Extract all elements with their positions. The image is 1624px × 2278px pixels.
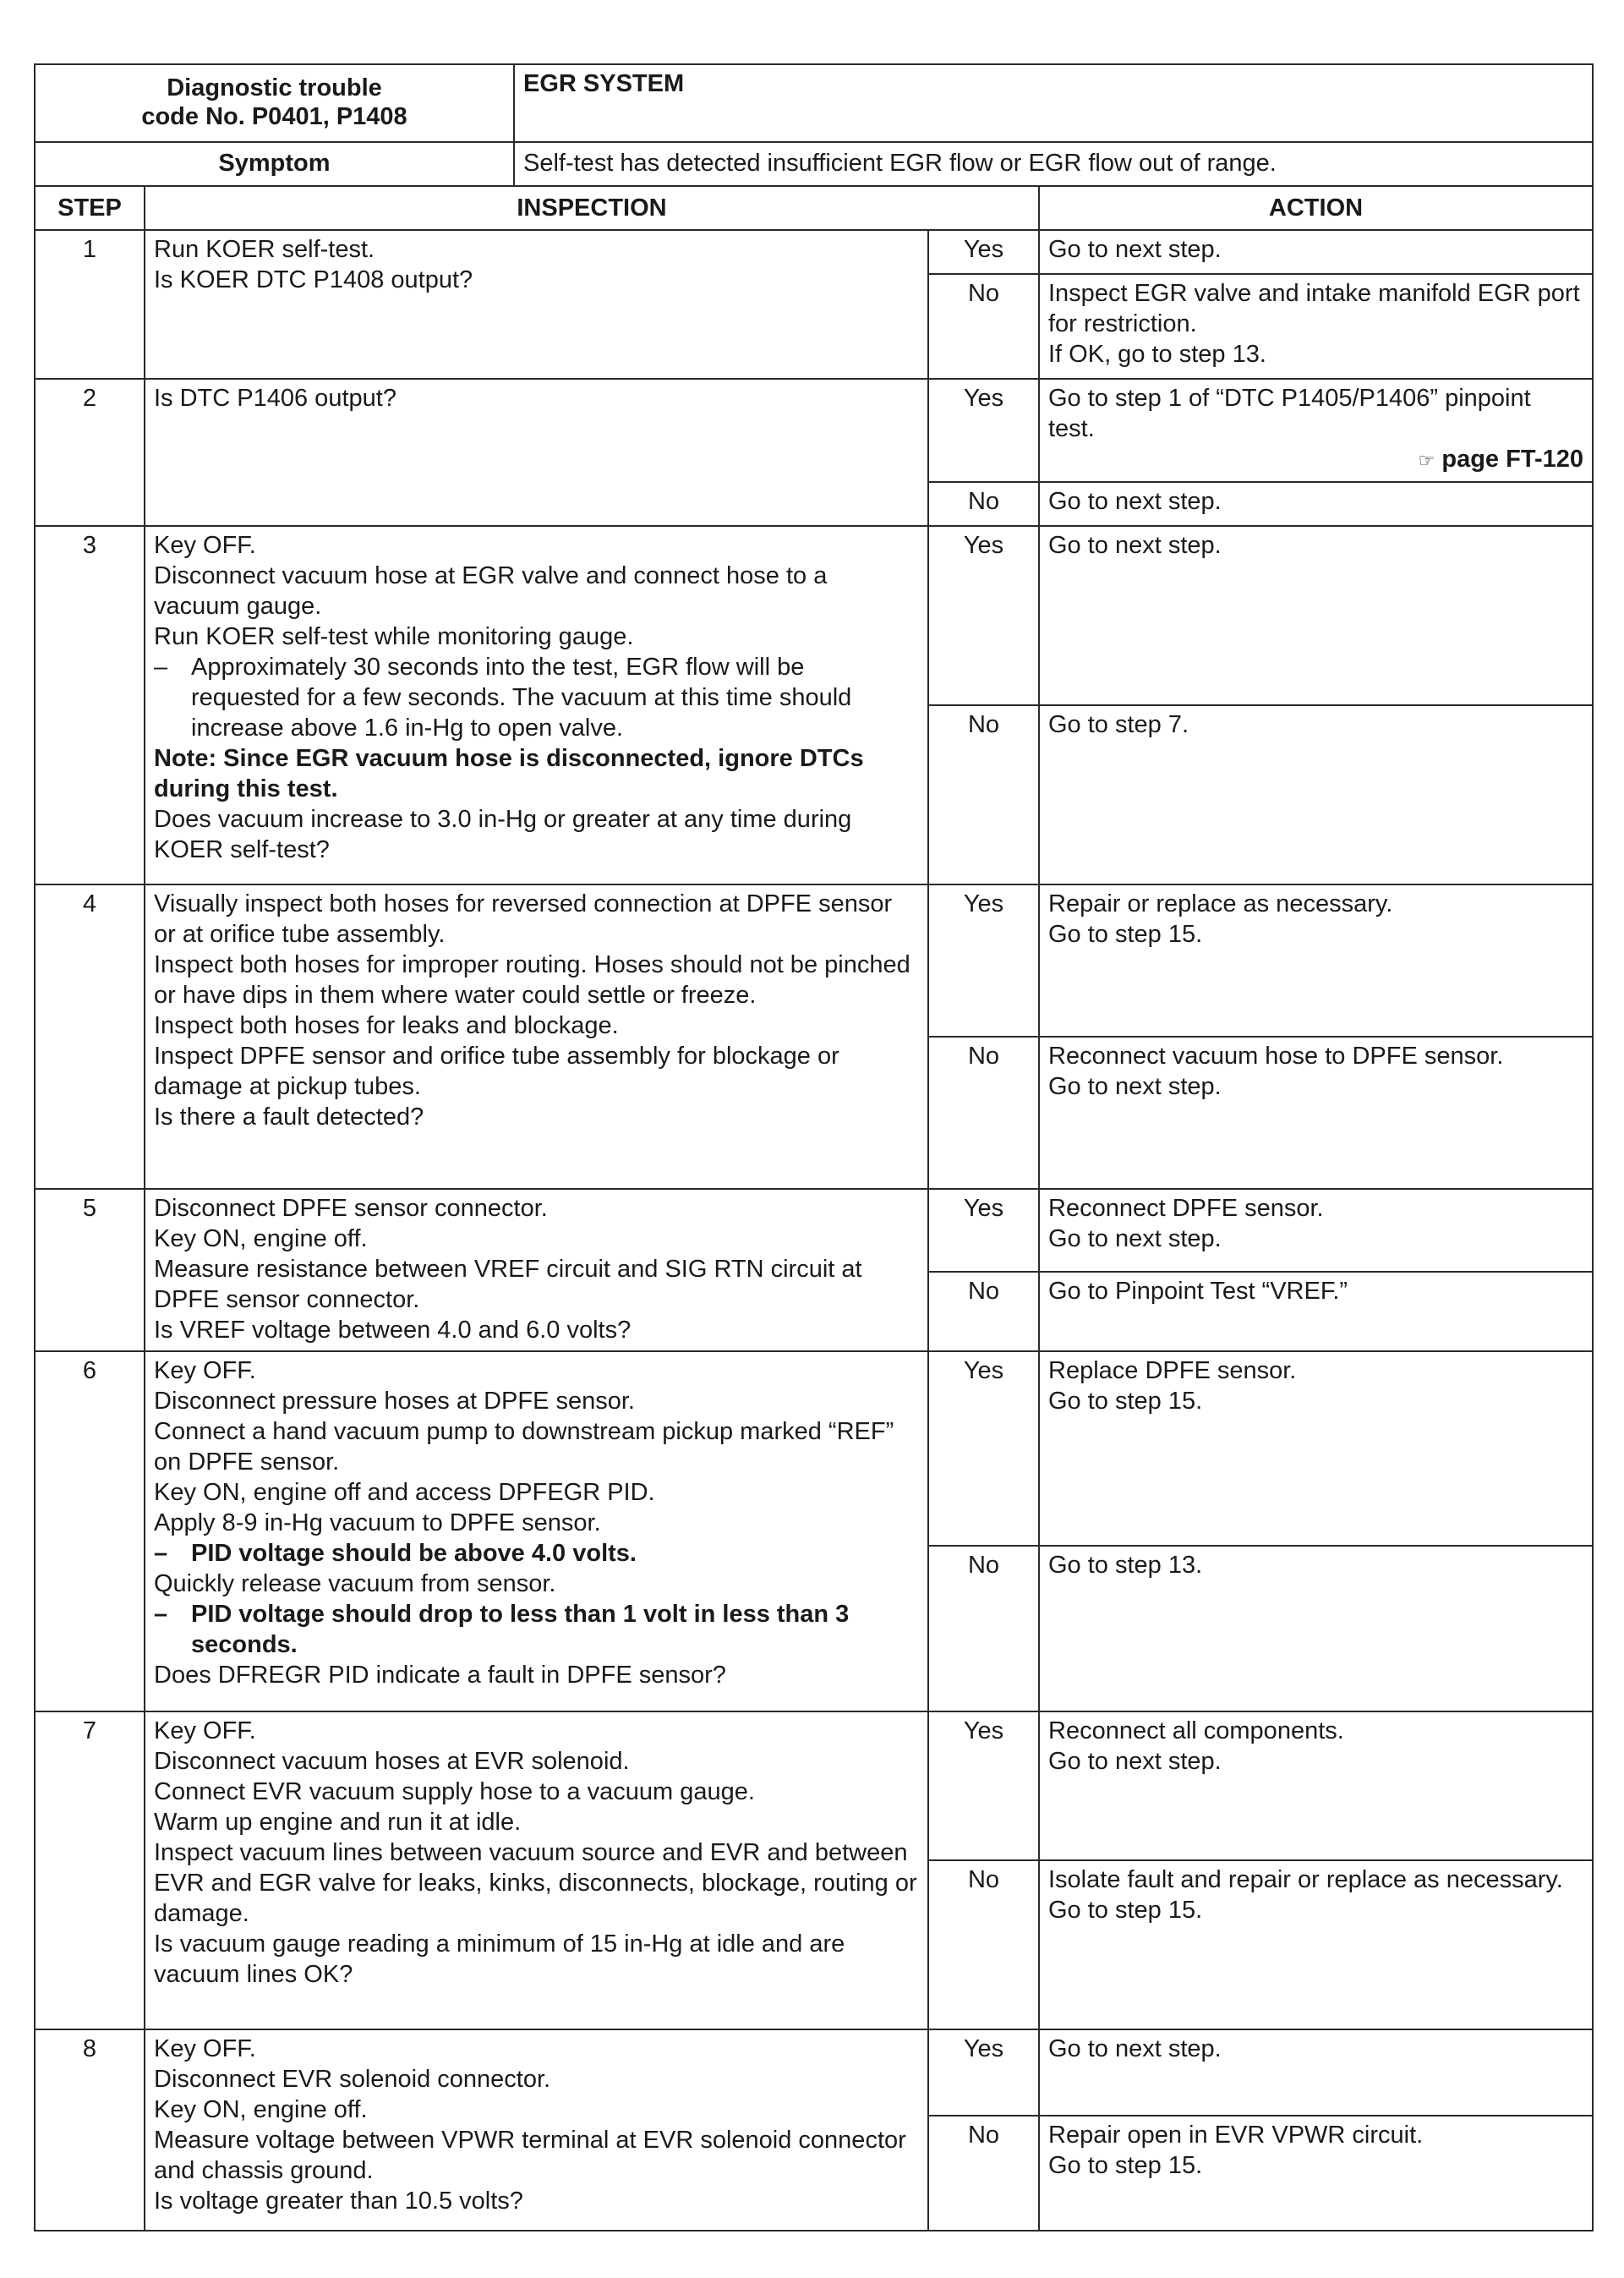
action-line: Go to step 7. — [1048, 711, 1189, 738]
inspection-line — [154, 2034, 919, 2064]
step-row-yes — [35, 884, 1593, 1037]
inspection-line — [154, 1599, 919, 1660]
no-label: No — [928, 1546, 1039, 1711]
inspection-text: Does vacuum increase to 3.0 in-Hg or greater at any time during KOER self-test? — [154, 806, 852, 863]
inspection-line — [154, 1315, 919, 1345]
inspection-text: Does DFREGR PID indicate a fault in DPFE sensor? — [154, 1662, 726, 1689]
inspection-line — [154, 1716, 919, 1746]
step-number: 7 — [35, 1711, 145, 2029]
action-no — [1039, 482, 1593, 526]
action-no — [1039, 1860, 1593, 2029]
inspection-cell — [145, 1711, 928, 2029]
inspection-text: Run KOER self-test. — [154, 236, 375, 263]
yes-label: Yes — [928, 379, 1039, 482]
action-line: If OK, go to step 13. — [1048, 341, 1266, 368]
step-row-yes — [35, 2029, 1593, 2116]
step-number: 3 — [35, 526, 145, 884]
dtc-code-label: Diagnostic trouble code No. P0401, P1408 — [35, 64, 514, 142]
action-yes — [1039, 379, 1593, 482]
inspection-text: Key OFF. — [154, 1357, 256, 1384]
action-line: Reconnect DPFE sensor. — [1048, 1195, 1324, 1222]
action-line: Go to next step. — [1048, 236, 1222, 263]
inspection-line — [154, 1538, 919, 1569]
action-no — [1039, 2116, 1593, 2231]
step-row-yes — [35, 1711, 1593, 1860]
inspection-text: Disconnect vacuum hose at EGR valve and connect hose to a vacuum gauge. — [154, 562, 828, 620]
symptom-text: Self-test has detected insufficient EGR flow or EGR flow out of range. — [514, 142, 1593, 186]
inspection-text: Is KOER DTC P1408 output? — [154, 266, 473, 293]
inspection-line — [154, 1807, 919, 1837]
action-yes — [1039, 526, 1593, 705]
yes-label: Yes — [928, 1351, 1039, 1546]
inspection-text: Key OFF. — [154, 2035, 256, 2062]
inspection-line — [154, 1416, 919, 1477]
no-label: No — [928, 2116, 1039, 2231]
no-label: No — [928, 482, 1039, 526]
inspection-text: Connect a hand vacuum pump to downstream pickup marked “REF” on DPFE sensor. — [154, 1418, 894, 1476]
yes-label: Yes — [928, 1711, 1039, 1860]
step-row-yes — [35, 1189, 1593, 1272]
inspection-text: Is voltage greater than 10.5 volts? — [154, 2188, 523, 2215]
action-no — [1039, 705, 1593, 884]
action-yes — [1039, 1189, 1593, 1272]
action-line: Go to step 1 of “DTC P1405/P1406” pinpoint test. — [1048, 385, 1531, 442]
step-row-yes — [35, 526, 1593, 705]
header-row — [35, 64, 1593, 142]
page-reference-text: page FT-120 — [1441, 446, 1583, 473]
inspection-text: Inspect DPFE sensor and orifice tube assembly for blockage or damage at pickup tubes. — [154, 1043, 839, 1100]
inspection-cell — [145, 884, 928, 1189]
action-yes — [1039, 884, 1593, 1037]
inspection-text: Is there a fault detected? — [154, 1103, 424, 1131]
no-label: No — [928, 705, 1039, 884]
action-no — [1039, 1546, 1593, 1711]
inspection-text: Inspect vacuum lines between vacuum source and EVR and between EVR and EGR valve for leaks, kinks, disconnects, blockage, routing or damage. — [154, 1839, 917, 1927]
inspection-line — [154, 1929, 919, 1990]
action-line: Go to step 15. — [1048, 1897, 1203, 1924]
action-line: Go to Pinpoint Test “VREF.” — [1048, 1278, 1348, 1306]
inspection-line — [154, 2064, 919, 2095]
bullet-dash: – — [154, 654, 168, 681]
symptom-row — [35, 142, 1593, 186]
inspection-text: Quickly release vacuum from sensor. — [154, 1570, 556, 1597]
action-line: Go to step 15. — [1048, 921, 1203, 948]
diagnostic-sheet — [34, 63, 1592, 2231]
inspection-text: Is vacuum gauge reading a minimum of 15 in-Hg at idle and are vacuum lines OK? — [154, 1930, 845, 1988]
inspection-text: Key OFF. — [154, 532, 256, 559]
inspection-text: Disconnect DPFE sensor connector. — [154, 1195, 548, 1222]
inspection-text: Run KOER self-test while monitoring gauge. — [154, 623, 634, 650]
inspection-text: Key ON, engine off. — [154, 2096, 368, 2123]
inspection-line — [154, 1746, 919, 1777]
inspection-line — [154, 2095, 919, 2125]
inspection-line — [154, 1355, 919, 1386]
inspection-text: PID voltage should be above 4.0 volts. — [191, 1540, 637, 1567]
inspection-text: Approximately 30 seconds into the test, EGR flow will be requested for a few seconds. The vacuum at this time should increase above 1.6 in-Hg to open valve. — [191, 654, 852, 742]
yes-label: Yes — [928, 230, 1039, 274]
inspection-line — [154, 1660, 919, 1690]
inspection-line — [154, 1777, 919, 1807]
action-no — [1039, 1037, 1593, 1189]
inspection-line — [154, 1224, 919, 1254]
yes-label: Yes — [928, 2029, 1039, 2116]
step-number: 1 — [35, 230, 145, 379]
action-no — [1039, 1272, 1593, 1351]
action-line: Go to next step. — [1048, 532, 1222, 559]
inspection-line — [154, 1569, 919, 1599]
inspection-text: Disconnect EVR solenoid connector. — [154, 2066, 551, 2093]
no-label: No — [928, 1272, 1039, 1351]
action-line: Go to next step. — [1048, 2035, 1222, 2062]
inspection-line — [154, 622, 919, 652]
action-line: Go to next step. — [1048, 1748, 1222, 1775]
bullet-dash: – — [154, 1540, 168, 1567]
inspection-cell — [145, 1351, 928, 1711]
action-no — [1039, 274, 1593, 379]
inspection-cell — [145, 1189, 928, 1351]
inspection-cell — [145, 2029, 928, 2231]
no-label: No — [928, 1037, 1039, 1189]
inspection-text: Measure resistance between VREF circuit and SIG RTN circuit at DPFE sensor connector. — [154, 1256, 862, 1313]
step-column-header: STEP — [35, 186, 145, 230]
inspection-line — [154, 1837, 919, 1929]
action-line: Inspect EGR valve and intake manifold EGR port for restriction. — [1048, 280, 1580, 337]
inspection-text: Key ON, engine off and access DPFEGR PID. — [154, 1479, 655, 1506]
step-number: 5 — [35, 1189, 145, 1351]
action-line: Reconnect vacuum hose to DPFE sensor. — [1048, 1043, 1504, 1070]
inspection-cell — [145, 230, 928, 379]
action-line: Go to step 15. — [1048, 1388, 1203, 1415]
inspection-text: Connect EVR vacuum supply hose to a vacuum gauge. — [154, 1778, 755, 1805]
step-number: 8 — [35, 2029, 145, 2231]
step-number: 6 — [35, 1351, 145, 1711]
action-line: Go to next step. — [1048, 1073, 1222, 1100]
inspection-line — [154, 1254, 919, 1315]
no-label: No — [928, 274, 1039, 379]
inspection-line — [154, 652, 919, 743]
action-line: Go to step 13. — [1048, 1552, 1203, 1579]
inspection-text: Is DTC P1406 output? — [154, 385, 396, 412]
page-reference — [1048, 444, 1583, 476]
inspection-line — [154, 1477, 919, 1508]
yes-label: Yes — [928, 884, 1039, 1037]
inspection-text: PID voltage should drop to less than 1 volt in less than 3 seconds. — [191, 1601, 850, 1658]
inspection-text: Disconnect vacuum hoses at EVR solenoid. — [154, 1748, 630, 1775]
action-yes — [1039, 2029, 1593, 2116]
bullet-dash: – — [154, 1601, 168, 1628]
action-yes — [1039, 230, 1593, 274]
inspection-line — [154, 1041, 919, 1102]
inspection-text: Apply 8-9 in-Hg vacuum to DPFE sensor. — [154, 1509, 601, 1536]
inspection-line — [154, 2186, 919, 2216]
inspection-text: Measure voltage between VPWR terminal at EVR solenoid connector and chassis ground. — [154, 2127, 906, 2184]
pointing-hand-icon: ☞ — [1418, 450, 1435, 471]
inspection-text: Inspect both hoses for leaks and blockage. — [154, 1012, 619, 1039]
inspection-text: Key ON, engine off. — [154, 1225, 368, 1252]
action-line: Go to next step. — [1048, 488, 1222, 515]
system-name: EGR SYSTEM — [514, 64, 1593, 142]
inspection-text: Disconnect pressure hoses at DPFE sensor. — [154, 1388, 635, 1415]
inspection-cell — [145, 379, 928, 526]
action-line: Repair or replace as necessary. — [1048, 890, 1393, 917]
inspection-text: Inspect both hoses for improper routing. Hoses should not be pinched or have dips in them where water could settle or freeze. — [154, 951, 910, 1009]
inspection-line — [154, 265, 919, 295]
inspection-text: Visually inspect both hoses for reversed connection at DPFE sensor or at orifice tube assembly. — [154, 890, 893, 948]
step-row-yes — [35, 230, 1593, 274]
action-yes — [1039, 1351, 1593, 1546]
inspection-line — [154, 561, 919, 622]
diagnostic-table — [34, 63, 1594, 2231]
inspection-line — [154, 2125, 919, 2186]
inspection-line — [154, 1193, 919, 1224]
inspection-line — [154, 1102, 919, 1132]
inspection-text: Note: Since EGR vacuum hose is disconnected, ignore DTCs during this test. — [154, 745, 864, 802]
inspection-line — [154, 889, 919, 950]
step-number: 2 — [35, 379, 145, 526]
step-row-yes — [35, 379, 1593, 482]
action-line: Go to step 15. — [1048, 2152, 1203, 2179]
action-line: Isolate fault and repair or replace as necessary. — [1048, 1866, 1563, 1893]
column-header-row — [35, 186, 1593, 230]
inspection-text: Key OFF. — [154, 1717, 256, 1744]
inspection-line — [154, 383, 919, 413]
inspection-line — [154, 530, 919, 561]
action-line: Replace DPFE sensor. — [1048, 1357, 1297, 1384]
inspection-line — [154, 743, 919, 804]
inspection-line — [154, 804, 919, 865]
inspection-line — [154, 1386, 919, 1416]
yes-label: Yes — [928, 526, 1039, 705]
action-line: Reconnect all components. — [1048, 1717, 1344, 1744]
inspection-text: Is VREF voltage between 4.0 and 6.0 volts? — [154, 1317, 632, 1344]
action-line: Go to next step. — [1048, 1225, 1222, 1252]
inspection-line — [154, 1010, 919, 1041]
inspection-column-header: INSPECTION — [145, 186, 1039, 230]
inspection-line — [154, 950, 919, 1010]
yes-label: Yes — [928, 1189, 1039, 1272]
step-row-yes — [35, 1351, 1593, 1546]
step-number: 4 — [35, 884, 145, 1189]
inspection-text: Warm up engine and run it at idle. — [154, 1809, 522, 1836]
inspection-cell — [145, 526, 928, 884]
inspection-line — [154, 234, 919, 265]
no-label: No — [928, 1860, 1039, 2029]
action-line: Repair open in EVR VPWR circuit. — [1048, 2122, 1424, 2149]
action-column-header: ACTION — [1039, 186, 1593, 230]
action-yes — [1039, 1711, 1593, 1860]
symptom-label: Symptom — [35, 142, 514, 186]
inspection-line — [154, 1508, 919, 1538]
